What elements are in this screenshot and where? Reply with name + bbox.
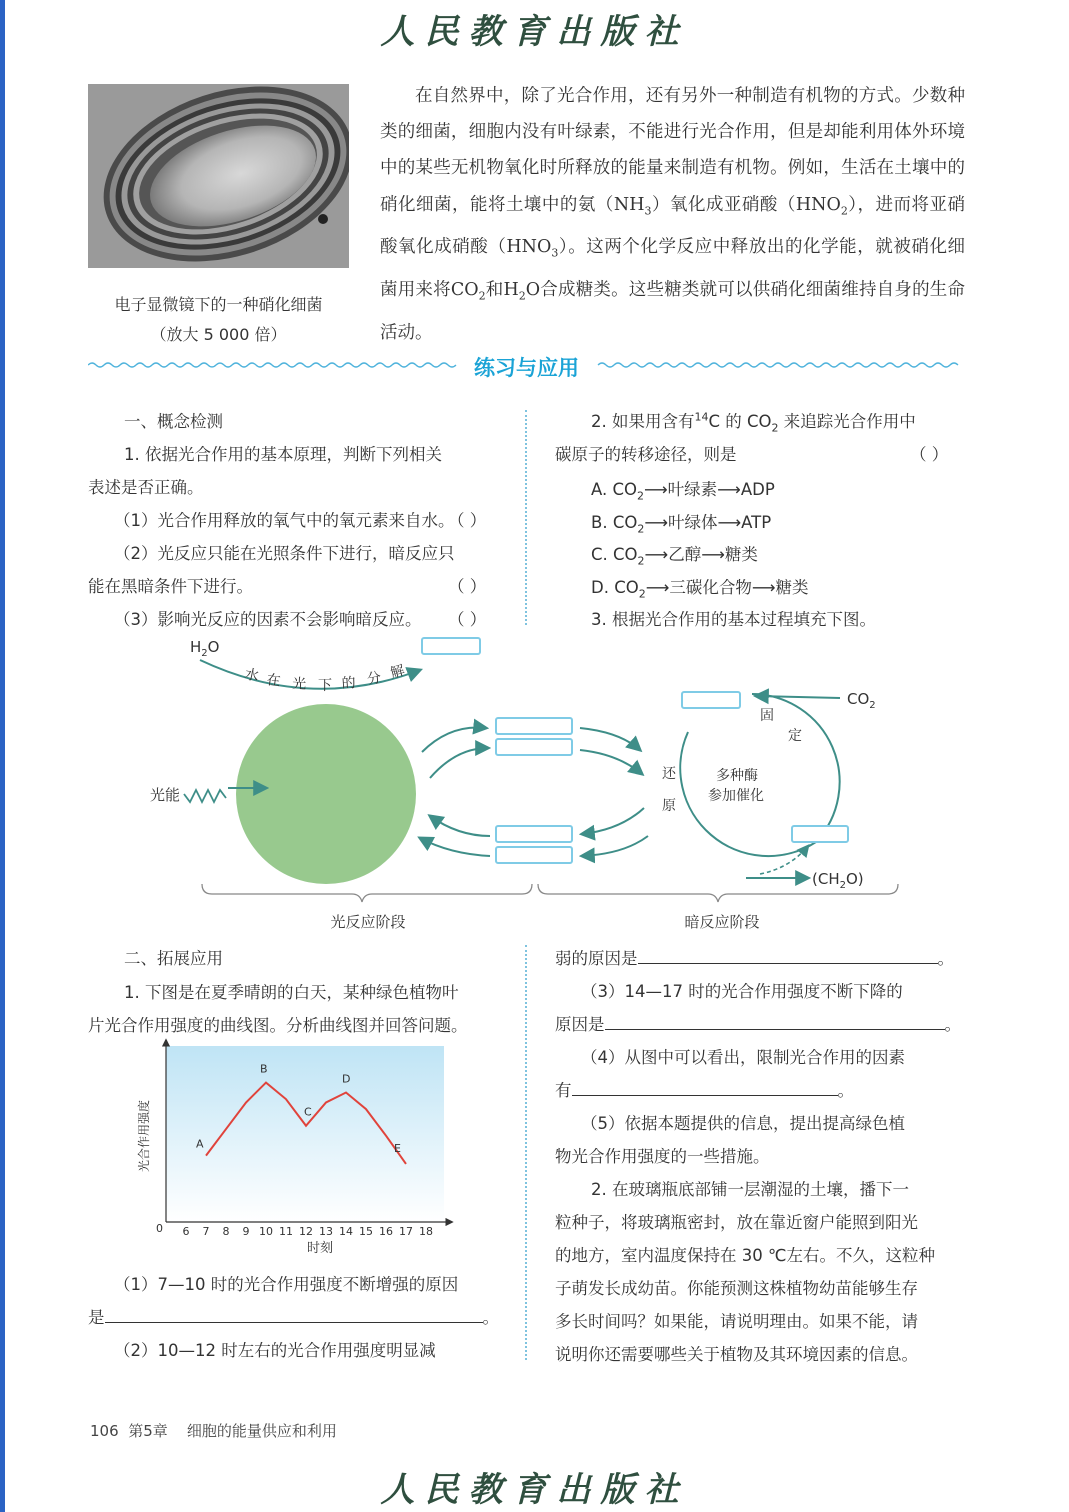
ch2o-label: $(CH_2O)$	[812, 870, 864, 891]
q1-item-3: （3）影响光反应的因素不会影响暗反应。	[114, 610, 422, 629]
p2-q2-line-3: 的地方，室内温度保持在 30 ℃左右。不久，这粒种	[555, 1246, 936, 1265]
return-arrow-1	[430, 816, 490, 836]
h2o-label: $H_2O$	[190, 638, 220, 659]
to-dark-arrow-2	[580, 750, 642, 774]
page-footer	[90, 1420, 337, 1441]
light-stage-brace	[202, 884, 532, 902]
p2-q2-line-2: 粒种子，将玻璃瓶密封，放在靠近窗户能照到阳光	[555, 1213, 918, 1232]
q1-item-2-answer[interactable]: （ ）	[448, 577, 487, 596]
reduction-label-1: 还	[662, 766, 676, 782]
atp-out-arrow-2	[430, 748, 488, 778]
part2-heading: 二、拓展应用	[124, 949, 223, 968]
intro-paragraph: 在自然界中，除了光合作用，还有另外一种制造有机物的方式。少数种类的细菌，细胞内没有叶绿素，不能进行光合作用，但是却能利用体外环境中的某些无机物氧化时所释放的能量来制造有机物。例如，生活在土壤中的硝化细菌，能将土壤中的氨$(NH_3)$氧化成亚硝酸$(HNO_2)$，进而将亚硝酸氧化成硝酸$(HNO_3)$。这两个化学反应中释放出的化学能，就被硝化细菌用来将$CO_2$和$H_2O$合成糖类。这些糖类就可以供硝化细菌维持自身的生命活动。	[380, 86, 966, 343]
column-divider-top	[525, 410, 527, 625]
photosynthesis-chart	[130, 1036, 460, 1258]
point-label-d: D	[342, 1072, 351, 1086]
blank-box-nadph[interactable]	[496, 739, 572, 755]
chapter-number: 第5章	[128, 1422, 168, 1440]
p2-q1-sub5: （5）依据本题提供的信息，提出提高绿色植	[581, 1114, 905, 1133]
p2-q2-line-1: 2. 在玻璃瓶底部铺一层潮湿的土壤，播下一	[591, 1180, 909, 1199]
p2-q1-sub4: （4）从图中可以看出，限制光合作用的因素	[581, 1048, 905, 1067]
q1-item-1-answer[interactable]: （ ）	[448, 511, 487, 530]
q2-text-cont: 碳原子的转移途径，则是	[555, 445, 737, 464]
chart-origin-label: 0	[156, 1222, 163, 1235]
page-edge-bar	[0, 0, 5, 1512]
photo-caption-magnification: （放大 5 000 倍）	[150, 325, 287, 344]
enzyme-label-2: 参加催化	[708, 788, 764, 804]
q1-item-2-cont: 能在黑暗条件下进行。	[88, 577, 253, 596]
return-arrow-2	[420, 838, 490, 856]
x-tick-label: 15	[359, 1225, 373, 1238]
extension-right-column	[555, 935, 967, 1365]
photo-caption: 电子显微镜下的一种硝化细菌	[114, 295, 323, 314]
p2-q1-sub2-blank[interactable]: 弱的原因是 。	[555, 949, 954, 968]
page-number: 106	[90, 1422, 119, 1440]
q2-option-d[interactable]: D. $CO_2⟶$三碳化合物⟶糖类	[591, 578, 809, 601]
p2-q1-sub4-blank[interactable]: 有 。	[555, 1081, 854, 1100]
q1-item-2: （2）光反应只能在光照条件下进行，暗反应只	[114, 544, 455, 563]
light-energy-label: 光能	[150, 786, 181, 804]
p2-q1-sub5-cont: 物光合作用强度的一些措施。	[555, 1147, 770, 1166]
y-axis-label: 光合作用强度	[137, 1099, 151, 1173]
x-tick-label: 7	[202, 1225, 210, 1238]
blank-box-c5[interactable]	[792, 826, 848, 842]
light-stage-label: 光反应阶段	[330, 913, 406, 931]
p2-q1-sub1-blank[interactable]: 是 。	[88, 1308, 499, 1327]
water-split-arrow	[200, 660, 420, 689]
p2-q2-line-6: 说明你还需要哪些关于植物及其环境因素的信息。	[555, 1345, 918, 1364]
from-dark-arrow-2	[582, 836, 648, 856]
p2-q1-text: 1. 下图是在夏季晴朗的白天，某种绿色植物叶	[124, 983, 459, 1002]
co2-input-arrow	[756, 696, 840, 698]
photosynthesis-diagram	[140, 632, 900, 937]
p2-q1-sub3: （3）14—17 时的光合作用强度不断下降的	[581, 982, 903, 1001]
blank-box-nadp[interactable]	[496, 847, 572, 863]
q2-option-b[interactable]: B. $CO_2⟶$叶绿体⟶ATP	[591, 513, 772, 536]
question-2-column	[555, 400, 967, 630]
q1-item-1: （1）光合作用释放的氧气中的氧元素来自水。	[114, 511, 455, 530]
x-tick-label: 17	[399, 1225, 413, 1238]
x-axis-label: 时刻	[306, 1241, 334, 1256]
svg-text:解: 解	[388, 662, 407, 682]
point-label-c: C	[304, 1105, 312, 1119]
co2-label: $CO_2$	[847, 690, 876, 711]
svg-text:分: 分	[365, 669, 383, 688]
point-label-e: E	[394, 1141, 401, 1155]
bacteria-micrograph	[88, 84, 349, 268]
x-tick-label: 18	[419, 1225, 433, 1238]
p2-q1-sub3-blank[interactable]: 原因是 。	[555, 1015, 961, 1034]
publisher-watermark-top: 人民教育出版社	[380, 12, 689, 52]
svg-text:的: 的	[341, 675, 357, 692]
blank-box-oxygen[interactable]	[422, 638, 480, 654]
q2-option-c[interactable]: C. $CO_2⟶$乙醇⟶糖类	[591, 545, 758, 568]
point-label-a: A	[196, 1137, 204, 1151]
part1-heading: 一、概念检测	[124, 412, 223, 431]
q1-text: 1. 依据光合作用的基本原理，判断下列相关	[124, 445, 442, 464]
q2-option-a[interactable]: A. $CO_2⟶$叶绿素⟶ADP	[591, 480, 775, 503]
publisher-watermark-bottom: 人民教育出版社	[380, 1470, 689, 1510]
fixation-label-1: 固	[760, 708, 774, 724]
q3-text: 3. 根据光合作用的基本过程填充下图。	[591, 610, 876, 629]
x-tick-label: 11	[279, 1225, 293, 1238]
x-tick-label: 8	[222, 1225, 230, 1238]
reduction-label-2: 原	[662, 798, 676, 814]
svg-text:下: 下	[318, 678, 332, 694]
q2-answer[interactable]: （ ）	[910, 445, 949, 464]
x-tick-label: 16	[379, 1225, 393, 1238]
thylakoid-circle	[236, 704, 416, 884]
p2-q2-line-4: 子萌发长成幼苗。你能预测这株植物幼苗能够生存	[555, 1279, 918, 1298]
x-tick-label: 13	[319, 1225, 333, 1238]
p2-q1-sub1: （1）7—10 时的光合作用强度不断增强的原因	[114, 1275, 459, 1294]
from-dark-arrow-1	[582, 808, 644, 834]
p2-q2-line-5: 多长时间吗？如果能，请说明理由。如果不能，请	[555, 1312, 918, 1331]
chapter-title: 细胞的能量供应和利用	[186, 1422, 337, 1440]
enzyme-label-1: 多种酶	[716, 768, 758, 784]
chart-plot-area	[166, 1046, 444, 1222]
micrograph-image	[88, 84, 349, 268]
blank-box-c3[interactable]	[682, 692, 740, 708]
blank-box-atp[interactable]	[496, 718, 572, 734]
concept-check-column	[88, 400, 508, 630]
to-dark-arrow-1	[580, 728, 640, 750]
x-tick-label: 10	[259, 1225, 273, 1238]
x-tick-label: 6	[182, 1225, 190, 1238]
p2-q1-sub2: （2）10—12 时左右的光合作用强度明显减	[114, 1341, 436, 1360]
column-divider-bottom	[525, 945, 527, 1360]
svg-text:光: 光	[291, 676, 307, 693]
q1-item-3-answer[interactable]: （ ）	[448, 610, 487, 629]
section-header	[88, 350, 965, 384]
blank-box-adp[interactable]	[496, 826, 572, 842]
section-title: 练习与应用	[474, 356, 579, 380]
x-tick-label: 14	[339, 1225, 353, 1238]
q2-text: 2. 如果用含有$^{14}$C 的 $CO_2$ 来追踪光合作用中	[591, 410, 916, 435]
q1-text-cont: 表述是否正确。	[88, 478, 204, 497]
fixation-label-2: 定	[788, 728, 802, 744]
x-tick-label: 12	[299, 1225, 313, 1238]
svg-text:水: 水	[243, 666, 261, 685]
svg-text:在: 在	[265, 672, 282, 690]
dark-stage-label: 暗反应阶段	[684, 913, 760, 931]
p2-q1-text-cont: 片光合作用强度的曲线图。分析曲线图并回答问题。	[88, 1016, 468, 1035]
water-split-label	[243, 663, 406, 694]
x-tick-label: 9	[242, 1225, 250, 1238]
point-label-b: B	[260, 1062, 268, 1076]
light-zigzag-icon	[184, 790, 226, 802]
